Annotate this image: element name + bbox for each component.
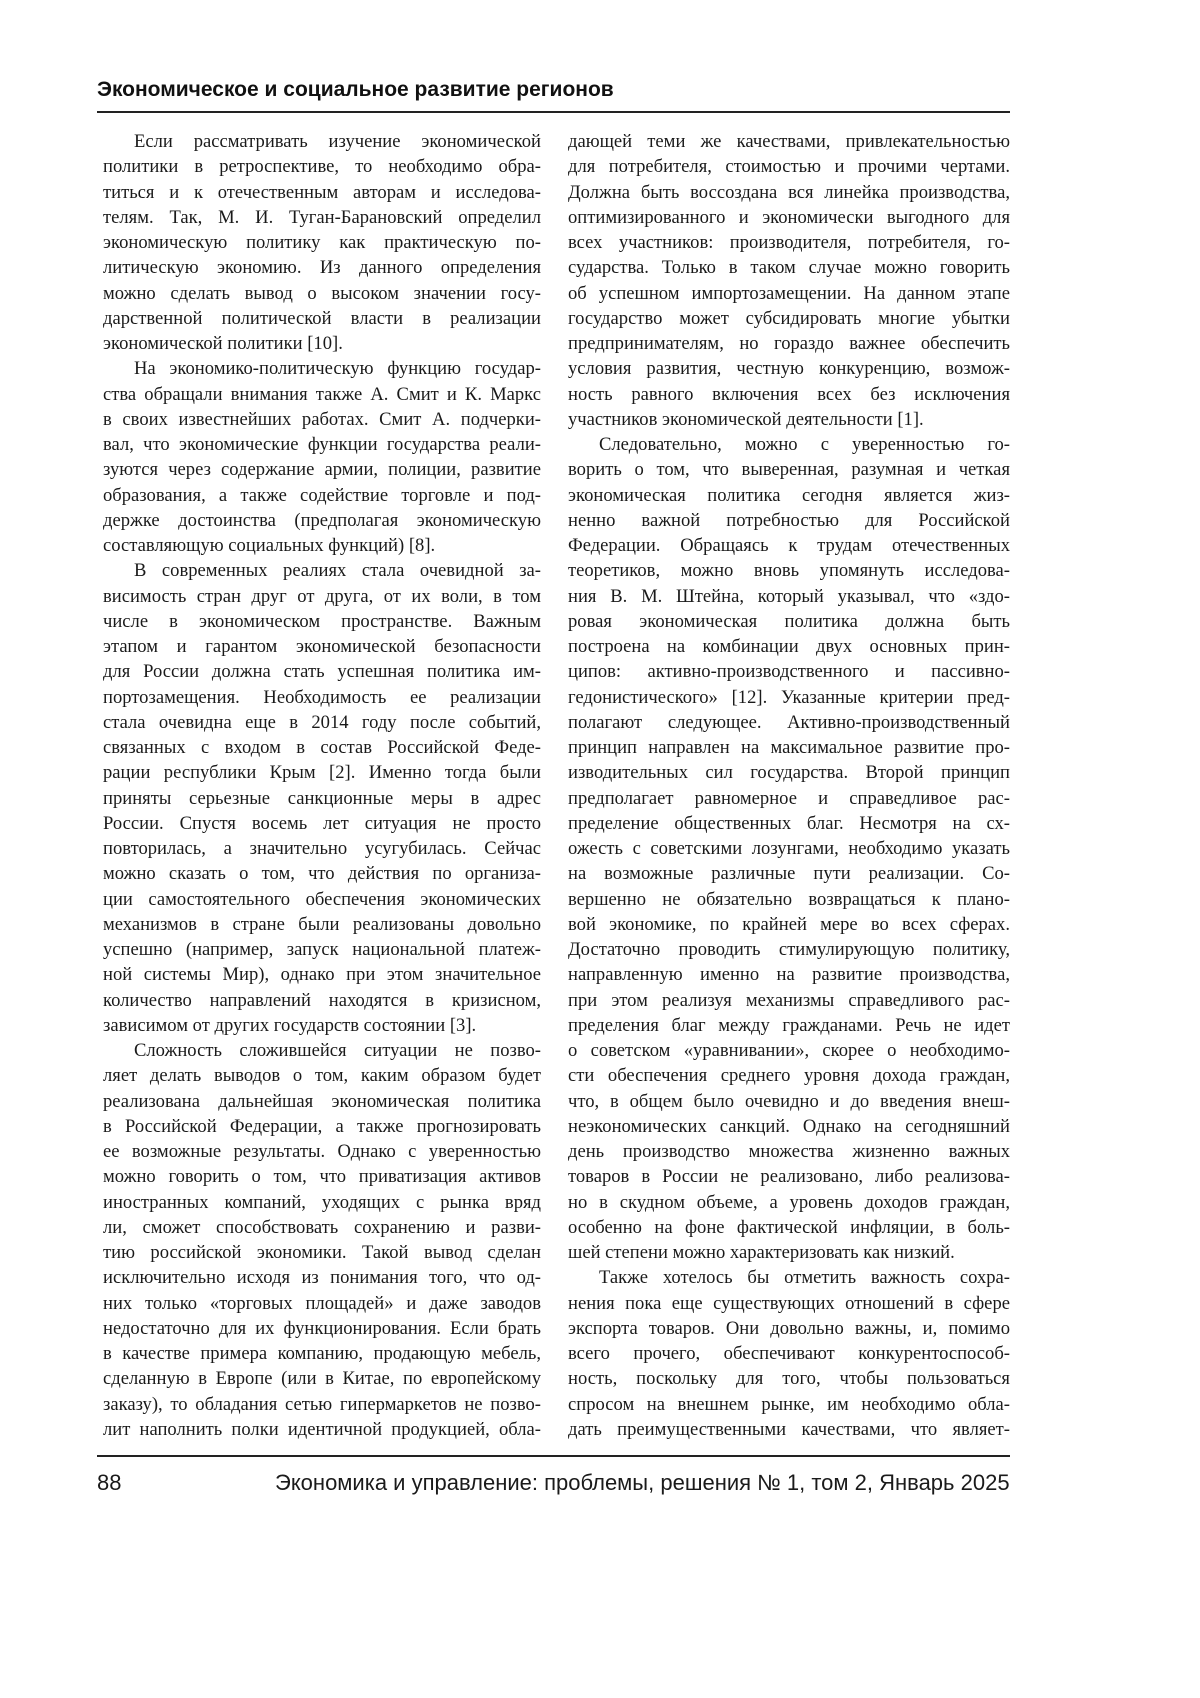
text-line: можно сделать вывод о высоком значении госу- [103,281,541,306]
text-line: зависимом от других государств состоянии [3]. [103,1013,541,1038]
text-line: экономическую политику как практическую по- [103,230,541,255]
text-line: направленную именно на развитие производства, [568,962,1010,987]
text-line: Также хотелось бы отметить важность сохра- [568,1265,1010,1290]
text-line: вершенно не обязательно возвращаться к плано- [568,887,1010,912]
journal-citation: Экономика и управление: проблемы, решения № 1, том 2, Январь 2025 [275,1470,1010,1496]
text-line: предпринимателям, но гораздо важнее обеспечить [568,331,1010,356]
text-line: приняты серьезные санкционные меры в адрес [103,786,541,811]
text-line: что, в общем было очевидно и до введения внеш- [568,1089,1010,1114]
text-line: спросом на внешнем рынке, им необходимо обла- [568,1392,1010,1417]
text-line: ность равного включения всех без исключения [568,382,1010,407]
text-line: ции самостоятельного обеспечения экономических [103,887,541,912]
text-line: ненно важной потребностью для Российской [568,508,1010,533]
text-line: условия развития, честную конкуренцию, возмож- [568,356,1010,381]
text-line: в своих известнейших работах. Смит А. подчерки- [103,407,541,432]
text-line: политики в ретроспективе, то необходимо обра- [103,154,541,179]
text-line: день производство множества жизненно важных [568,1139,1010,1164]
text-line: товаров в России не реализовано, либо реализова- [568,1164,1010,1189]
text-line: дать преимущественными качествами, что являет- [568,1417,1010,1442]
text-line: исключительно исходя из понимания того, что од- [103,1265,541,1290]
text-line: механизмов в стране были реализованы довольно [103,912,541,937]
text-line: об успешном импортозамещении. На данном этапе [568,281,1010,306]
text-line: дающей теми же качествами, привлекательностью [568,129,1010,154]
text-line: экономическая политика сегодня является жиз- [568,483,1010,508]
text-line: ворить о том, что выверенная, разумная и четкая [568,457,1010,482]
text-line: зуются через содержание армии, полиции, развитие [103,457,541,482]
text-line: в Российской Федерации, а также прогнозировать [103,1114,541,1139]
text-line: но в скудном объеме, а уровень доходов граждан, [568,1190,1010,1215]
text-line: дарственной политической власти в реализации [103,306,541,331]
text-line: сделанную в Европе (или в Китае, по европейскому [103,1366,541,1391]
text-line: реализована дальнейшая экономическая политика [103,1089,541,1114]
text-line: построена на комбинации двух основных прин- [568,634,1010,659]
paragraph [103,129,541,356]
text-line: образования, а также содействие торговле и под- [103,483,541,508]
text-line: иностранных компаний, уходящих с рынка вряд [103,1190,541,1215]
text-line: ляет делать выводов о том, каким образом будет [103,1063,541,1088]
text-line: В современных реалиях стала очевидной за- [103,558,541,583]
paragraph [103,558,541,1038]
text-line: недостаточно для их функционирования. Если брать [103,1316,541,1341]
text-line: оптимизированного и экономически выгодного для [568,205,1010,230]
paragraph [103,356,541,558]
text-line: всех участников: производителя, потребителя, го- [568,230,1010,255]
text-line: сти обеспечения среднего уровня дохода граждан, [568,1063,1010,1088]
text-line: экономической политики [10]. [103,331,541,356]
text-line: участников экономической деятельности [1]. [568,407,1010,432]
text-line: успешно (например, запуск национальной платеж- [103,937,541,962]
text-line: стала очевидна еще в 2014 году после событий, [103,710,541,735]
text-line: теоретиков, можно вновь упомянуть исследова- [568,558,1010,583]
text-line: ее возможные результаты. Однако с уверенностью [103,1139,541,1164]
text-line: портозамещения. Необходимость ее реализации [103,685,541,710]
text-line: составляющую социальных функций) [8]. [103,533,541,558]
text-line: Федерации. Обращаясь к трудам отечественных [568,533,1010,558]
text-line: сударства. Только в таком случае можно говорить [568,255,1010,280]
text-line: вой экономике, по крайней мере во всех сферах. [568,912,1010,937]
text-line: при этом реализуя механизмы справедливого рас- [568,988,1010,1013]
text-line: заказу), то обладания сетью гипермаркетов не позво- [103,1392,541,1417]
text-line: литическую экономию. Из данного определения [103,255,541,280]
text-line: числе в экономическом пространстве. Важным [103,609,541,634]
text-line: всего прочего, обеспечивают конкурентоспособ- [568,1341,1010,1366]
text-line: висимость стран друг от друга, от их воли, в том [103,584,541,609]
header-rule [97,111,1010,113]
page-number: 88 [97,1470,121,1496]
text-line: для России должна стать успешная политика им- [103,659,541,684]
text-line: государство может субсидировать многие убытки [568,306,1010,331]
text-line: ожесть с советскими лозунгами, необходимо указать [568,836,1010,861]
text-line: экспорта товаров. Они довольно важны, и, помимо [568,1316,1010,1341]
text-line: Сложность сложившейся ситуации не позво- [103,1038,541,1063]
text-line: вал, что экономические функции государства реали- [103,432,541,457]
text-line: неэкономических санкций. Однако на сегодняшний [568,1114,1010,1139]
text-line: связанных с входом в состав Российской Феде- [103,735,541,760]
text-line: изводительных сил государства. Второй принцип [568,760,1010,785]
running-header-title: Экономическое и социальное развитие регионов [97,78,614,102]
paragraph [103,1038,541,1442]
text-line: повторилась, а значительно усугубилась. Сейчас [103,836,541,861]
text-line: в качестве примера компанию, продающую мебель, [103,1341,541,1366]
text-line: ния В. М. Штейна, который указывал, что «здо- [568,584,1010,609]
text-line: На экономико-политическую функцию государ- [103,356,541,381]
text-line: о советском «уравнивании», скорее о необходимо- [568,1038,1010,1063]
text-line: можно сказать о том, что действия по организа- [103,861,541,886]
text-line: ной системы Мир), однако при этом значительное [103,962,541,987]
text-line: на возможные различные пути реализации. Со- [568,861,1010,886]
text-line: ровая экономическая политика должна быть [568,609,1010,634]
text-line: количество направлений находятся в кризисном, [103,988,541,1013]
text-line: особенно на фоне фактической инфляции, в боль- [568,1215,1010,1240]
text-line: можно говорить о том, что приватизация активов [103,1164,541,1189]
paragraph [568,432,1010,1265]
text-line: России. Спустя восемь лет ситуация не просто [103,811,541,836]
text-line: Следовательно, можно с уверенностью го- [568,432,1010,457]
text-line: лит наполнить полки идентичной продукцией, обла- [103,1417,541,1442]
text-column-left [103,129,541,1442]
paragraph [568,1265,1010,1442]
text-line: телям. Так, М. И. Туган-Барановский определил [103,205,541,230]
text-line: принцип направлен на максимальное развитие про- [568,735,1010,760]
text-line: ства обращали внимания также А. Смит и К. Маркс [103,382,541,407]
text-line: ципов: активно-производственного и пассивно- [568,659,1010,684]
text-line: них только «торговых площадей» и даже заводов [103,1291,541,1316]
text-line: держке достоинства (предполагая экономическую [103,508,541,533]
footer-rule [97,1455,1010,1457]
text-line: рации республики Крым [2]. Именно тогда были [103,760,541,785]
text-line: этапом и гарантом экономической безопасности [103,634,541,659]
text-line: пределение общественных благ. Несмотря на сх- [568,811,1010,836]
text-line: для потребителя, стоимостью и прочими чертами. [568,154,1010,179]
text-column-right [568,129,1010,1442]
text-line: Должна быть воссоздана вся линейка производства, [568,180,1010,205]
text-line: тию российской экономики. Такой вывод сделан [103,1240,541,1265]
text-line: пределения благ между гражданами. Речь не идет [568,1013,1010,1038]
paragraph [568,129,1010,432]
text-line: нения пока еще существующих отношений в сфере [568,1291,1010,1316]
text-line: предполагает равномерное и справедливое рас- [568,786,1010,811]
text-line: шей степени можно характеризовать как низкий. [568,1240,1010,1265]
text-line: Если рассматривать изучение экономической [103,129,541,154]
text-line: гедонистического» [12]. Указанные критерии пред- [568,685,1010,710]
text-line: полагают следующее. Активно-производственный [568,710,1010,735]
text-line: ность, поскольку для того, чтобы пользоваться [568,1366,1010,1391]
text-line: Достаточно проводить стимулирующую политику, [568,937,1010,962]
text-line: титься и к отечественным авторам и исследова- [103,180,541,205]
text-line: ли, сможет способствовать сохранению и разви- [103,1215,541,1240]
